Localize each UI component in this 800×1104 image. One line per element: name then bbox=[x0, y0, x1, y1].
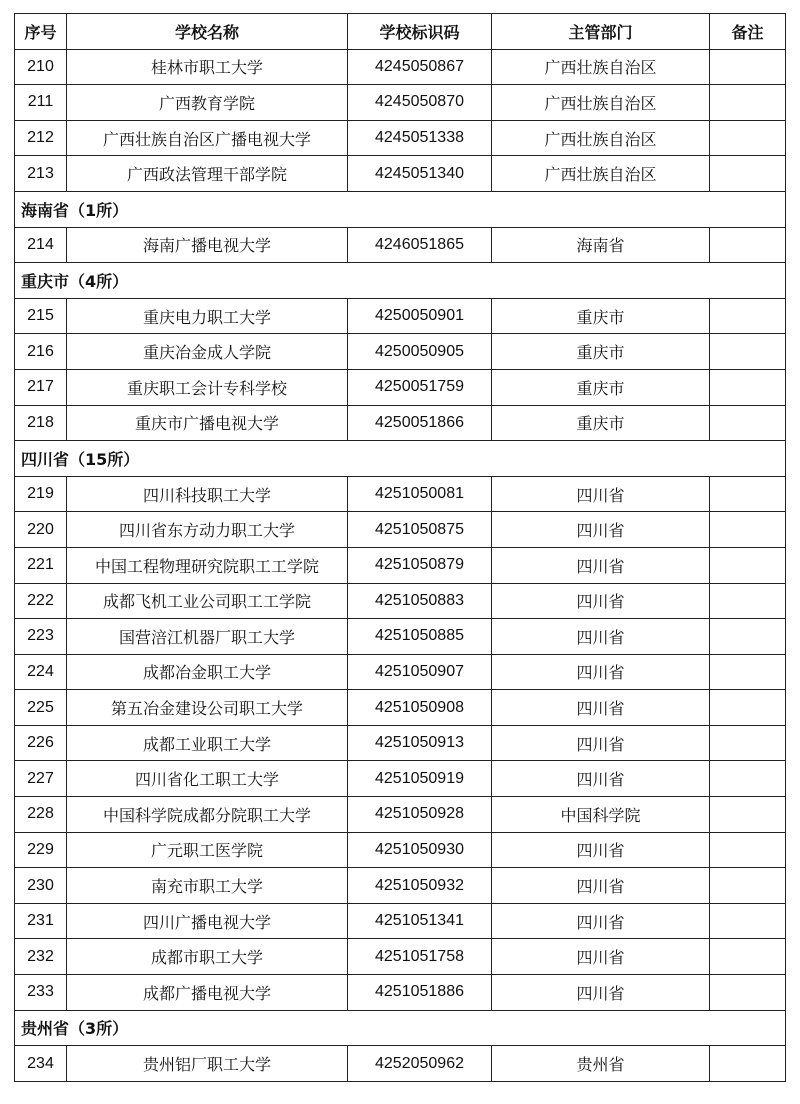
cell-seq: 214 bbox=[15, 227, 67, 263]
cell-department: 重庆市 bbox=[492, 298, 710, 334]
cell-school-code: 4251050907 bbox=[348, 654, 492, 690]
cell-seq: 231 bbox=[15, 903, 67, 939]
cell-note bbox=[710, 512, 786, 548]
table-header-row bbox=[15, 14, 786, 50]
cell-school-code: 4250051759 bbox=[348, 369, 492, 405]
cell-department: 四川省 bbox=[492, 512, 710, 548]
cell-school-code: 4251050919 bbox=[348, 761, 492, 797]
table-row bbox=[15, 547, 786, 583]
cell-seq: 221 bbox=[15, 547, 67, 583]
table-row bbox=[15, 156, 786, 192]
cell-school-name: 四川广播电视大学 bbox=[67, 903, 348, 939]
cell-department: 海南省 bbox=[492, 227, 710, 263]
table-row bbox=[15, 85, 786, 121]
cell-school-name: 海南广播电视大学 bbox=[67, 227, 348, 263]
cell-school-name: 广元职工医学院 bbox=[67, 832, 348, 868]
cell-note bbox=[710, 903, 786, 939]
cell-seq: 216 bbox=[15, 334, 67, 370]
cell-school-code: 4252050962 bbox=[348, 1046, 492, 1082]
cell-school-code: 4251051886 bbox=[348, 975, 492, 1011]
cell-school-code: 4251050913 bbox=[348, 725, 492, 761]
cell-seq: 228 bbox=[15, 797, 67, 833]
school-table bbox=[14, 13, 786, 1082]
cell-department: 重庆市 bbox=[492, 369, 710, 405]
cell-note bbox=[710, 334, 786, 370]
table-row bbox=[15, 725, 786, 761]
cell-note bbox=[710, 583, 786, 619]
cell-note bbox=[710, 405, 786, 441]
cell-school-name: 成都市职工大学 bbox=[67, 939, 348, 975]
cell-school-name: 重庆市广播电视大学 bbox=[67, 405, 348, 441]
table-row bbox=[15, 832, 786, 868]
table-row bbox=[15, 405, 786, 441]
table-row bbox=[15, 476, 786, 512]
cell-seq: 229 bbox=[15, 832, 67, 868]
cell-school-name: 四川省东方动力职工大学 bbox=[67, 512, 348, 548]
cell-department: 广西壮族自治区 bbox=[492, 85, 710, 121]
cell-school-code: 4251051758 bbox=[348, 939, 492, 975]
cell-note bbox=[710, 868, 786, 904]
cell-note bbox=[710, 120, 786, 156]
cell-school-code: 4251050930 bbox=[348, 832, 492, 868]
cell-school-name: 成都冶金职工大学 bbox=[67, 654, 348, 690]
table-row bbox=[15, 619, 786, 655]
cell-department: 四川省 bbox=[492, 725, 710, 761]
table-row bbox=[15, 227, 786, 263]
section-label: 贵州省（3所） bbox=[15, 1010, 786, 1046]
section-label: 海南省（1所） bbox=[15, 191, 786, 227]
cell-note bbox=[710, 298, 786, 334]
cell-seq: 224 bbox=[15, 654, 67, 690]
cell-department: 四川省 bbox=[492, 903, 710, 939]
cell-department: 广西壮族自治区 bbox=[492, 120, 710, 156]
cell-department: 中国科学院 bbox=[492, 797, 710, 833]
cell-school-code: 4251051341 bbox=[348, 903, 492, 939]
cell-note bbox=[710, 476, 786, 512]
cell-school-name: 广西政法管理干部学院 bbox=[67, 156, 348, 192]
cell-note bbox=[710, 761, 786, 797]
cell-seq: 230 bbox=[15, 868, 67, 904]
cell-school-name: 南充市职工大学 bbox=[67, 868, 348, 904]
cell-note bbox=[710, 49, 786, 85]
cell-seq: 234 bbox=[15, 1046, 67, 1082]
table-body bbox=[15, 49, 786, 1081]
cell-school-code: 4251050081 bbox=[348, 476, 492, 512]
cell-seq: 220 bbox=[15, 512, 67, 548]
section-row bbox=[15, 191, 786, 227]
cell-seq: 210 bbox=[15, 49, 67, 85]
cell-school-code: 4251050908 bbox=[348, 690, 492, 726]
cell-school-name: 重庆职工会计专科学校 bbox=[67, 369, 348, 405]
cell-department: 贵州省 bbox=[492, 1046, 710, 1082]
cell-school-name: 四川省化工职工大学 bbox=[67, 761, 348, 797]
cell-note bbox=[710, 975, 786, 1011]
cell-department: 四川省 bbox=[492, 690, 710, 726]
cell-school-code: 4250050901 bbox=[348, 298, 492, 334]
section-label: 重庆市（4所） bbox=[15, 263, 786, 299]
cell-school-name: 重庆冶金成人学院 bbox=[67, 334, 348, 370]
cell-department: 广西壮族自治区 bbox=[492, 49, 710, 85]
cell-note bbox=[710, 547, 786, 583]
cell-department: 四川省 bbox=[492, 939, 710, 975]
header-school-name: 学校名称 bbox=[67, 14, 348, 50]
table-row bbox=[15, 903, 786, 939]
cell-note bbox=[710, 654, 786, 690]
cell-department: 重庆市 bbox=[492, 334, 710, 370]
cell-school-code: 4251050885 bbox=[348, 619, 492, 655]
cell-school-code: 4245050870 bbox=[348, 85, 492, 121]
cell-note bbox=[710, 690, 786, 726]
cell-seq: 217 bbox=[15, 369, 67, 405]
cell-school-name: 国营涪江机器厂职工大学 bbox=[67, 619, 348, 655]
cell-seq: 212 bbox=[15, 120, 67, 156]
cell-school-code: 4246051865 bbox=[348, 227, 492, 263]
cell-school-name: 四川科技职工大学 bbox=[67, 476, 348, 512]
cell-note bbox=[710, 227, 786, 263]
header-department: 主管部门 bbox=[492, 14, 710, 50]
table-row bbox=[15, 369, 786, 405]
cell-school-name: 成都广播电视大学 bbox=[67, 975, 348, 1011]
cell-seq: 226 bbox=[15, 725, 67, 761]
cell-note bbox=[710, 832, 786, 868]
cell-department: 四川省 bbox=[492, 868, 710, 904]
table-row bbox=[15, 334, 786, 370]
cell-school-name: 中国科学院成都分院职工大学 bbox=[67, 797, 348, 833]
cell-note bbox=[710, 939, 786, 975]
cell-seq: 233 bbox=[15, 975, 67, 1011]
cell-note bbox=[710, 619, 786, 655]
cell-school-code: 4250050905 bbox=[348, 334, 492, 370]
cell-school-name: 中国工程物理研究院职工工学院 bbox=[67, 547, 348, 583]
cell-school-name: 桂林市职工大学 bbox=[67, 49, 348, 85]
cell-school-name: 广西壮族自治区广播电视大学 bbox=[67, 120, 348, 156]
table-row bbox=[15, 583, 786, 619]
cell-department: 四川省 bbox=[492, 583, 710, 619]
cell-note bbox=[710, 1046, 786, 1082]
cell-school-code: 4251050932 bbox=[348, 868, 492, 904]
section-row bbox=[15, 263, 786, 299]
cell-seq: 211 bbox=[15, 85, 67, 121]
cell-note bbox=[710, 156, 786, 192]
cell-department: 四川省 bbox=[492, 761, 710, 797]
table-row bbox=[15, 120, 786, 156]
cell-school-name: 贵州铝厂职工大学 bbox=[67, 1046, 348, 1082]
cell-school-code: 4245050867 bbox=[348, 49, 492, 85]
cell-department: 四川省 bbox=[492, 832, 710, 868]
cell-seq: 232 bbox=[15, 939, 67, 975]
cell-department: 重庆市 bbox=[492, 405, 710, 441]
cell-school-name: 重庆电力职工大学 bbox=[67, 298, 348, 334]
table-row bbox=[15, 512, 786, 548]
section-row bbox=[15, 1010, 786, 1046]
cell-seq: 222 bbox=[15, 583, 67, 619]
table-row bbox=[15, 975, 786, 1011]
header-school-code: 学校标识码 bbox=[348, 14, 492, 50]
cell-note bbox=[710, 85, 786, 121]
header-seq: 序号 bbox=[15, 14, 67, 50]
table-row bbox=[15, 49, 786, 85]
cell-department: 四川省 bbox=[492, 476, 710, 512]
section-label: 四川省（15所） bbox=[15, 441, 786, 477]
table-row bbox=[15, 797, 786, 833]
cell-seq: 223 bbox=[15, 619, 67, 655]
table-row bbox=[15, 868, 786, 904]
cell-seq: 219 bbox=[15, 476, 67, 512]
table-row bbox=[15, 1046, 786, 1082]
cell-seq: 225 bbox=[15, 690, 67, 726]
cell-department: 广西壮族自治区 bbox=[492, 156, 710, 192]
cell-school-code: 4251050883 bbox=[348, 583, 492, 619]
cell-department: 四川省 bbox=[492, 975, 710, 1011]
cell-school-code: 4251050875 bbox=[348, 512, 492, 548]
table-row bbox=[15, 761, 786, 797]
cell-seq: 227 bbox=[15, 761, 67, 797]
table-row bbox=[15, 939, 786, 975]
table-row bbox=[15, 298, 786, 334]
cell-note bbox=[710, 725, 786, 761]
cell-school-code: 4251050928 bbox=[348, 797, 492, 833]
cell-seq: 218 bbox=[15, 405, 67, 441]
cell-school-code: 4251050879 bbox=[348, 547, 492, 583]
cell-school-code: 4245051338 bbox=[348, 120, 492, 156]
cell-note bbox=[710, 369, 786, 405]
table-row bbox=[15, 690, 786, 726]
section-row bbox=[15, 441, 786, 477]
header-note: 备注 bbox=[710, 14, 786, 50]
cell-note bbox=[710, 797, 786, 833]
cell-school-name: 第五冶金建设公司职工大学 bbox=[67, 690, 348, 726]
cell-school-name: 成都飞机工业公司职工工学院 bbox=[67, 583, 348, 619]
cell-school-code: 4250051866 bbox=[348, 405, 492, 441]
cell-seq: 215 bbox=[15, 298, 67, 334]
cell-school-name: 广西教育学院 bbox=[67, 85, 348, 121]
cell-school-code: 4245051340 bbox=[348, 156, 492, 192]
cell-school-name: 成都工业职工大学 bbox=[67, 725, 348, 761]
cell-department: 四川省 bbox=[492, 547, 710, 583]
table-row bbox=[15, 654, 786, 690]
cell-seq: 213 bbox=[15, 156, 67, 192]
cell-department: 四川省 bbox=[492, 619, 710, 655]
cell-department: 四川省 bbox=[492, 654, 710, 690]
